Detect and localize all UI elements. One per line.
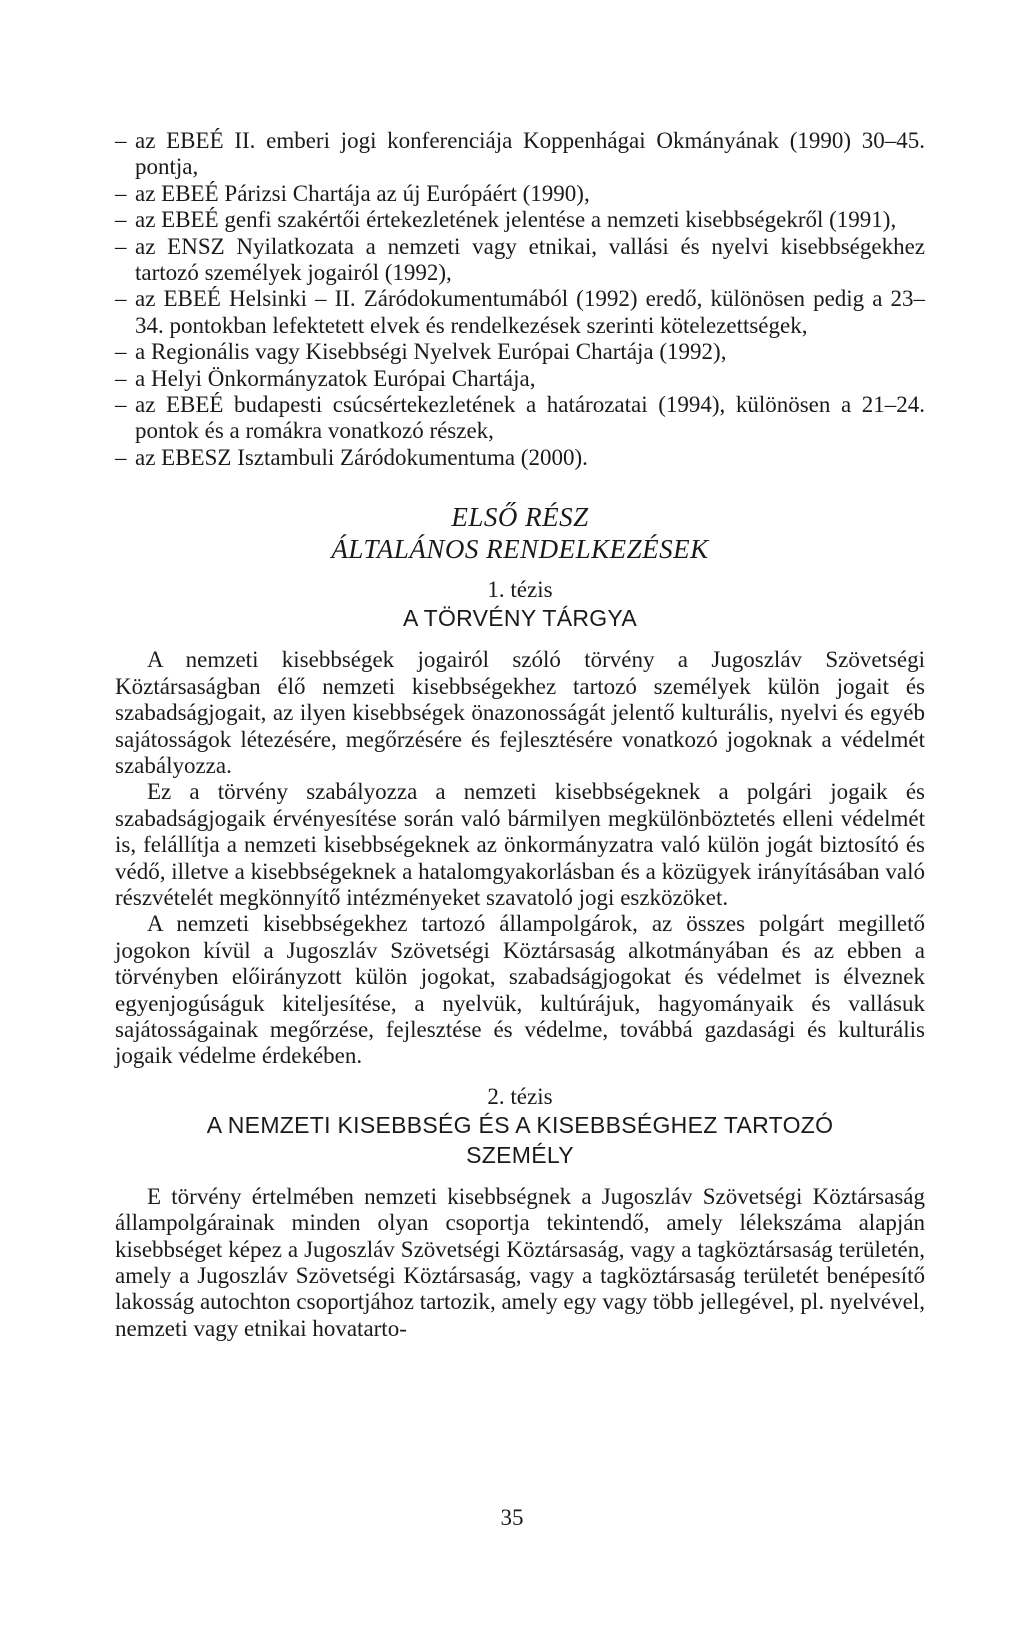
list-item: – az EBESZ Isztambuli Záródokumentuma (2000). [115,444,588,470]
paragraph: A nemzeti kisebbségekhez tartozó állampolgárok, az összes polgárt megillető jogokon kívül a Jugoszláv Szövetségi Köztársaság alkotmányában és az ebben a törvényben előirányzott külön jogokat, szabadságjogokat és védelmet is élveznek egyenjogúságuk kiteljesítése, a nyelvük, kultúrájuk, hagyományaik és vallásuk sajátosságainak megőrzése, fejlesztése és védelme, továbbá gazdasági és kulturális jogaik védelme érdekében. [115,911,925,1069]
thesis-title-line: A NEMZETI KISEBBSÉG ÉS A KISEBBSÉGHEZ TARTOZÓ [206,1111,834,1138]
page-number: 35 [500,1505,524,1530]
list-dash: – [115,392,127,418]
list-dash: – [115,339,127,365]
list-dash: – [115,128,127,153]
list-item: – a Regionális vagy Kisebbségi Nyelvek Európai Chartája (1992), [115,339,727,365]
paragraph: A nemzeti kisebbségek jogairól szóló törvény a Jugoszláv Szövetségi Köztársaságban élő nemzeti kisebbségekhez tartozó személyek külön jogait és szabadságjogait, az ilyen kisebbségek önazonosságát jelentő kulturális, nyelvi és egyéb sajátosságok létezésére, megőrzésére és fejlesztésére vonatkozó jogoknak a védelmét szabályozza. [115,647,925,778]
list-dash: – [115,207,127,233]
thesis-title: A TÖRVÉNY TÁRGYA [402,605,638,632]
thesis-number: 1. tézis [487,577,553,603]
list-item: – az EBEÉ genfi szakértői értekezletének jelentése a nemzeti kisebbségekről (1991), [115,207,897,233]
reference-list [115,128,925,471]
thesis-1-section [115,577,925,1070]
document-page [115,128,925,1342]
thesis-2-section [115,1084,925,1342]
thesis-title [115,1110,925,1170]
list-dash: – [115,365,127,391]
list-dash: – [115,180,127,206]
list-dash: – [115,444,127,470]
list-item: – az EBEÉ Helsinki – II. Záródokumentumából (1992) eredő, különösen pedig a 23–34. pontokban lefektetett elvek és rendelkezések szerinti kötelezettségek, [115,286,925,338]
list-item: – a Helyi Önkormányzatok Európai Chartája, [115,365,536,391]
paragraph: Ez a törvény szabályozza a nemzeti kisebbségeknek a polgári jogaik és szabadságjogaik érvényesítése során való bármilyen megkülönböztetés elleni védelmét is, felállítja a nemzeti kisebbségeknek az önkormányzatra való külön jogát biztosító és védő, illetve a kisebbségeknek a hatalomgyakorlásban és a közügyek irányításában való részvételét megkönnyítő intézményeket szavatoló jogi eszközöket. [115,779,925,910]
list-dash: – [115,286,127,312]
thesis-title-line: SZEMÉLY [466,1141,574,1168]
list-item: – az EBEÉ II. emberi jogi konferenciája Koppenhágai Okmányának (1990) 30–45. pontja, [115,128,925,180]
list-item: – az EBEÉ Párizsi Chartája az új Európáért (1990), [115,180,590,206]
thesis-number: 2. tézis [487,1083,553,1109]
list-item: – az ENSZ Nyilatkozata a nemzeti vagy etnikai, vallási és nyelvi kisebbségekhez tartozó személyek jogairól (1992), [115,233,925,286]
list-dash: – [115,233,127,259]
part-heading [115,501,925,565]
list-item: – az EBEÉ budapesti csúcsértekezletének a határozatai (1994), különösen a 21–24. pontok és a romákra vonatkozó részek, [115,392,925,444]
part-title: ELSŐ RÉSZ [451,502,589,533]
part-subtitle: ÁLTALÁNOS RENDELKEZÉSEK [331,534,709,565]
paragraph: E törvény értelmében nemzeti kisebbségnek a Jugoszláv Szövetségi Köztársaság állampolgárainak minden olyan csoportja tekintendő, amely lélekszáma alapján kisebbséget képez a Jugoszláv Szövetségi Köztársaság, vagy a tagköztársaság területén, amely a Jugoszláv Szövetségi Köztársaság, vagy a tagköztársaság területét benépesítő lakosság autochton csoportjához tartozik, amely egy vagy több jellegével, pl. nyelvével, nemzeti vagy etnikai hovatarto- [115,1183,925,1341]
